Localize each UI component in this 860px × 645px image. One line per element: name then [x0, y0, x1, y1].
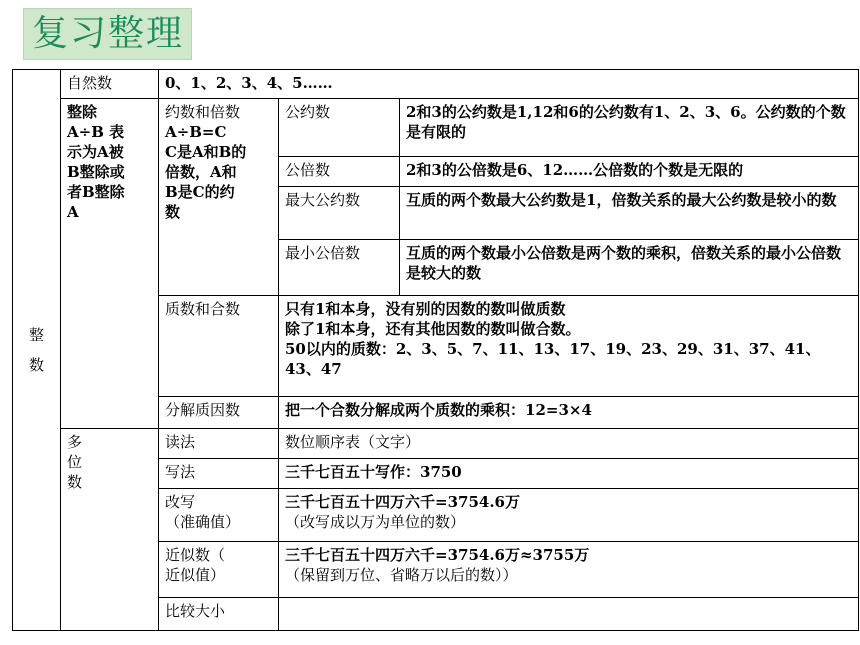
prime-composite-text [279, 295, 859, 397]
lcm-label: 最小公倍数 [279, 240, 400, 295]
approx-line: （保留到万位、省略万以后的数）） [285, 566, 518, 585]
category-cell [13, 70, 61, 631]
table-row [13, 99, 859, 156]
common-divisor-text: 2和3的公约数是1,12和6的公约数有1、2、3、6。公约数的个数是有限的 [400, 99, 859, 156]
division-label [61, 99, 159, 428]
prime-composite-label: 质数和合数 [159, 295, 279, 397]
rewrite-label-line: （准确值） [165, 512, 241, 531]
rewrite-label [159, 488, 279, 541]
approx-text [279, 542, 859, 597]
reading-label: 读法 [159, 428, 279, 458]
lcm-text: 互质的两个数最小公倍数是两个数的乘积，倍数关系的最小公倍数是较大的数 [400, 240, 859, 295]
gcd-text: 互质的两个数最大公约数是1，倍数关系的最大公约数是较小的数 [400, 186, 859, 239]
approx-label-line: 近似值） [165, 566, 226, 585]
natural-number-label: 自然数 [61, 70, 159, 99]
table-row [13, 70, 859, 99]
table-row [13, 428, 859, 458]
factors-label-line: 约数和倍数 [165, 103, 241, 122]
title-banner [23, 8, 192, 60]
rewrite-text [279, 488, 859, 541]
approx-label [159, 542, 279, 597]
multi-digit-label [61, 428, 159, 630]
natural-number-value: 0、1、2、3、4、5…… [159, 70, 859, 99]
writing-label: 写法 [159, 458, 279, 488]
factors-multiples-label [159, 99, 279, 295]
review-table [12, 69, 859, 631]
division-label-line: 者B整除 [67, 183, 125, 202]
writing-text: 三千七百五十写作：3750 [279, 458, 859, 488]
common-multiple-label: 公倍数 [279, 156, 400, 186]
factors-label-line: 数 [165, 203, 181, 222]
rewrite-label-line: 改写 [165, 492, 196, 511]
approx-line: 三千七百五十四万六千=3754.6万≈3755万 [285, 546, 590, 565]
multi-digit-label-line: 位 [67, 452, 83, 471]
multi-digit-label-line: 数 [67, 472, 83, 491]
division-label-line: B整除或 [67, 163, 125, 182]
factors-label-line: C是A和B的 [165, 143, 247, 162]
factorization-text: 把一个合数分解成两个质数的乘积：12=3×4 [279, 397, 859, 428]
division-label-line: A÷B 表 [67, 123, 125, 142]
factorization-label: 分解质因数 [159, 397, 279, 428]
approx-label-line: 近似数（ [165, 546, 226, 565]
page-title: 复习整理 [32, 13, 185, 54]
category-label-line: 整 [28, 326, 44, 344]
prime-definition: 只有1和本身，没有别的因数的数叫做质数 [285, 299, 566, 318]
composite-definition: 除了1和本身，还有其他因数的数叫做合数。 [285, 319, 581, 338]
rewrite-line: 三千七百五十四万六千=3754.6万 [285, 492, 520, 511]
primes-under-50: 50以内的质数：2、3、5、7、11、13、17、19、23、29、31、37、41、43、47 [285, 339, 821, 378]
common-multiple-text: 2和3的公倍数是6、12……公倍数的个数是无限的 [400, 156, 859, 186]
compare-text [279, 597, 859, 630]
compare-label: 比较大小 [159, 597, 279, 630]
reading-text: 数位顺序表（文字） [279, 428, 859, 458]
factors-label-line: B是C的约 [165, 183, 235, 202]
gcd-label: 最大公约数 [279, 186, 400, 239]
division-label-line: A [67, 203, 79, 222]
multi-digit-label-line: 多 [67, 432, 83, 451]
common-divisor-label: 公约数 [279, 99, 400, 156]
factors-label-line: 倍数，A和 [165, 163, 237, 182]
rewrite-line: （改写成以万为单位的数） [285, 512, 466, 531]
division-label-line: 整除 [67, 103, 98, 122]
division-label-line: 示为A被 [67, 143, 124, 162]
category-label-line: 数 [28, 356, 44, 374]
factors-label-line: A÷B=C [165, 123, 227, 142]
